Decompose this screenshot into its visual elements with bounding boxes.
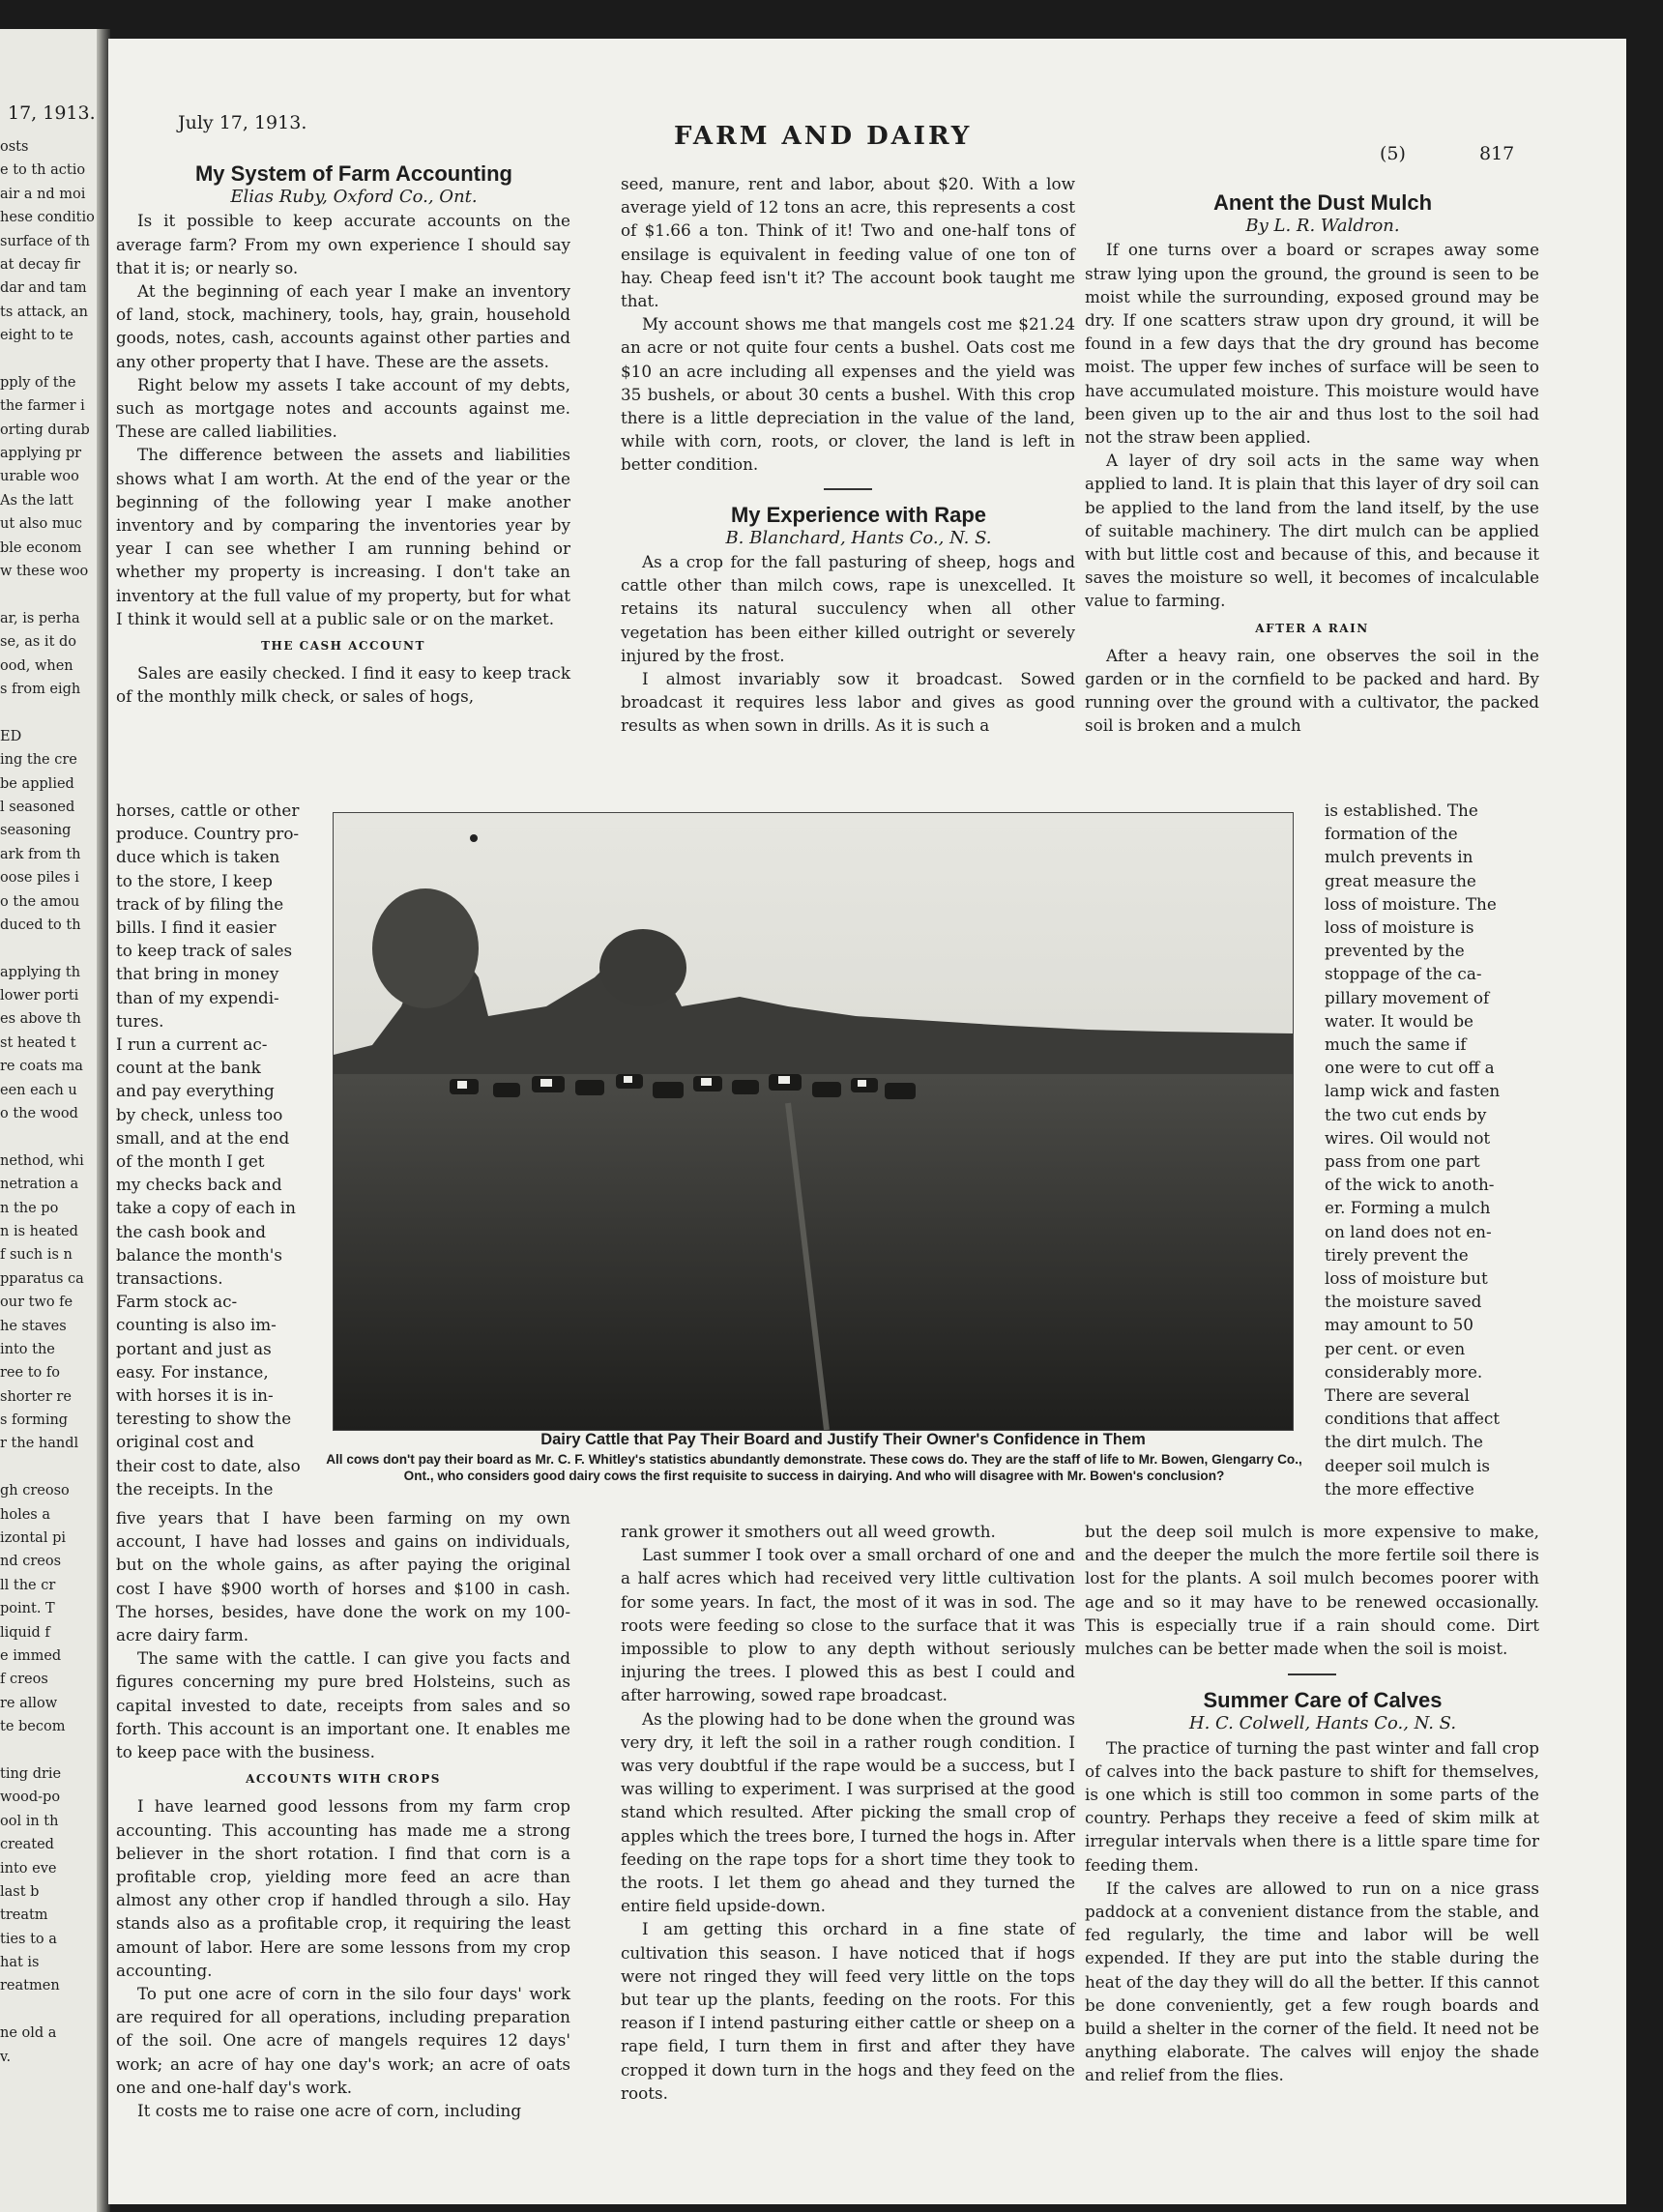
header-page-ref: (5) <box>1380 143 1406 164</box>
text-line: loss of moisture. The <box>1325 893 1497 914</box>
text-line: one were to cut off a <box>1325 1058 1495 1078</box>
text-line: pass from one part <box>1325 1151 1480 1172</box>
newspaper-page <box>108 39 1626 2204</box>
text-line: te becom <box>0 1719 66 1735</box>
text-line: o the wood <box>0 1106 78 1122</box>
text-line: that bring in money <box>116 964 279 984</box>
paragraph: It costs me to raise one acre of corn, including <box>137 2101 522 2121</box>
text-line: great measure the <box>1325 870 1476 890</box>
text-line <box>0 1998 97 2022</box>
text-line: last b <box>0 1883 40 1900</box>
text-line: ties to a <box>0 1931 57 1947</box>
text-line: balance the month's <box>116 1244 283 1265</box>
section-rule <box>824 488 872 490</box>
text-line: f creos <box>0 1672 48 1688</box>
text-line: our two fe <box>0 1295 73 1311</box>
text-line: n is heated <box>0 1223 78 1239</box>
text-line: l seasoned <box>0 799 75 815</box>
byline-waldron: By L. R. Waldron. <box>1245 216 1400 237</box>
paragraph: As the plowing had to be done when the ground was very dry, it left the soil in a rather rough condition. I was very doubtful if the rape would be a success, but I was willing to experiment. I was surprised at the good stand which resulted. After picking the small crop of apples which the trees bore, I turned the hogs in. After feeding on the rape tops for a short time they took to the roots. I let them go ahead and they turned the entire field upside-down. <box>621 1708 1076 1916</box>
paragraph: five years that I have been farming on my own account, I have had losses and gains on individuals, but on the whole gains, as after paying the original cost I have $900 worth of horses and $100 in cash. The horses, besides, have done the work on my 100-acre dairy farm. <box>116 1508 570 1645</box>
text-line: pparatus ca <box>0 1270 84 1287</box>
text-line: re allow <box>0 1695 58 1711</box>
paragraph: A layer of dry soil acts in the same way when applied to land. It is plain that this layer of dry soil can be applied to the land from the land itself, by the use of suitable machinery. The dirt mulch can be applied with but little cost and because of this, and because it saves the moisture so well, it becomes of incalculable value to farming. <box>1085 451 1539 611</box>
column-2-top <box>621 172 1075 738</box>
paragraph: The practice of turning the past winter and fall crop of calves into the back pasture to shift for themselves, is one which is still too common in some parts of the country. Perhaps they receive a feed of skim milk at irregular intervals when there is a little spare time for feeding them. <box>1085 1737 1539 1875</box>
text-line: lower porti <box>0 988 79 1004</box>
text-line: he staves <box>0 1318 67 1334</box>
text-line: produce. Country pro- <box>116 824 300 844</box>
text-line: track of by filing the <box>116 893 284 914</box>
text-line: bills. I find it easier <box>116 917 277 938</box>
text-line: nethod, whi <box>0 1152 84 1169</box>
text-line: ing the cre <box>0 752 77 769</box>
text-line: e to th actio <box>0 162 86 179</box>
text-line <box>0 701 97 724</box>
text-line: prevented by the <box>1325 941 1465 961</box>
paragraph: I have learned good lessons from my farm crop accounting. This accounting has made me a strong believer in the short rotation. I find that corn is a profitable crop, yielding more feed an acre than almost any other crop if handled through a silo. Hay stands also as a profitable crop, it requiring the least amount of labor. Here are some lessons from my crop accounting. <box>116 1796 570 1980</box>
text-line: treatm <box>0 1907 48 1924</box>
text-line: v. <box>0 2049 12 2065</box>
text-line: deeper soil mulch is <box>1325 1455 1491 1475</box>
text-line: transactions. <box>116 1268 223 1289</box>
text-line: izontal pi <box>0 1530 66 1547</box>
text-line: es above th <box>0 1011 81 1028</box>
text-line <box>0 937 97 960</box>
text-line: wires. Oil would not <box>1325 1127 1491 1148</box>
paragraph: seed, manure, rent and labor, about $20. With a low average yield of 12 tons an acre, this represents a cost of $1.66 a ton. Think of it! Two and one-half tons of ensilage is equivalent in feeding value of one ton of hay. Cheap feed isn't it? The account book taught me that. <box>621 174 1075 311</box>
text-line: wood-po <box>0 1790 61 1806</box>
text-line: ting drie <box>0 1765 62 1782</box>
text-line: loss of moisture is <box>1325 917 1474 938</box>
text-line: formation of the <box>1325 824 1458 844</box>
text-line: dar and tam <box>0 280 87 297</box>
paragraph: Sales are easily checked. I find it easy to keep track of the monthly milk check, or sales of hogs, <box>116 663 570 707</box>
article-title-dust-mulch: Anent the Dust Mulch <box>1212 190 1433 215</box>
text-line: re coats ma <box>0 1059 83 1075</box>
paragraph: I am getting this orchard in a fine state of cultivation this season. I have noticed that if hogs were not ringed they will feed very little on the tops but tear up the plants, feeding on the roots. For this reason if I intend pasturing either cattle or sheep on a rape field, I turn them in first and after they have cropped it down turn in the hogs and they feed on the roots. <box>621 1919 1075 2103</box>
paragraph: At the beginning of each year I make an inventory of land, stock, machinery, tools, hay, grain, household goods, notes, cash, accounts against other parties and any other property that I have. These are the assets. <box>116 281 570 371</box>
paragraph: After a heavy rain, one observes the soil in the garden or in the cornfield to be packed and hard. By running over the ground with a cultivator, the packed soil is broken and a mulch <box>1085 645 1539 736</box>
text-line: ree to fo <box>0 1365 60 1382</box>
text-line: of the month I get <box>116 1151 265 1172</box>
text-line: small, and at the end <box>116 1127 290 1148</box>
text-line: ool in th <box>0 1813 59 1829</box>
text-line: mulch prevents in <box>1325 847 1473 867</box>
text-line: w these woo <box>0 564 89 580</box>
subheading-cash-account: THE CASH ACCOUNT <box>261 639 425 654</box>
text-line: pillary movement of <box>1325 987 1490 1007</box>
text-line: er. Forming a mulch <box>1325 1198 1491 1218</box>
text-line: oose piles i <box>0 870 79 887</box>
article-title-calves: Summer Care of Calves <box>1203 1688 1443 1713</box>
text-line: lamp wick and fasten <box>1325 1081 1501 1101</box>
text-line <box>0 1125 97 1149</box>
text-line <box>0 583 97 606</box>
text-line: teresting to show the <box>116 1409 292 1429</box>
text-line: seasoning <box>0 823 72 839</box>
text-line: the dirt mulch. The <box>1325 1432 1483 1452</box>
text-line: the receipts. In the <box>116 1478 274 1499</box>
byline-blanchard: B. Blanchard, Hants Co., N. S. <box>725 527 992 548</box>
header-page-number: 817 <box>1479 143 1515 164</box>
column-3-bottom <box>1085 1520 1539 2087</box>
paragraph: but the deep soil mulch is more expensive to make, and the deeper the mulch the more fertile soil there is lost for the plants. A soil mulch becomes poorer with age and so it may have to be renewed occasionally. This is especially true if a rain should come. Dirt mulches can be better made when the soil is moist. <box>1085 1522 1539 1659</box>
text-line: my checks back and <box>116 1175 282 1195</box>
text-line: be applied <box>0 775 74 792</box>
column-1-narrow <box>116 799 319 1500</box>
text-line: into the <box>0 1341 55 1357</box>
text-line: st heated t <box>0 1034 76 1051</box>
subheading-after-rain: AFTER A RAIN <box>1255 621 1369 635</box>
paragraph: rank grower it smothers out all weed growth. <box>621 1522 996 1541</box>
text-line: r the handl <box>0 1436 79 1452</box>
text-line: eight to te <box>0 328 73 344</box>
text-line: ar, is perha <box>0 610 80 626</box>
text-line: the more effective <box>1325 1478 1474 1499</box>
text-line: ut also muc <box>0 516 83 533</box>
text-line: the farmer i <box>0 398 85 415</box>
paragraph: As a crop for the fall pasturing of sheep, hogs and cattle other than milch cows, rape is unexcelled. It retains its natural succulency when all other vegetation has been either killed outright or severely injured by the frost. <box>621 552 1075 665</box>
subheading-accounts-crops: ACCOUNTS WITH CROPS <box>246 1772 441 1787</box>
text-line: ne old a <box>0 2025 57 2042</box>
text-line: surface of th <box>0 233 90 249</box>
text-line: ED <box>0 728 22 744</box>
article-title-rape: My Experience with Rape <box>730 502 987 527</box>
column-1-bottom <box>116 1506 570 2122</box>
text-line: much the same if <box>1325 1034 1467 1055</box>
text-line <box>0 348 97 371</box>
text-line: to keep track of sales <box>116 941 293 961</box>
text-line <box>0 1739 97 1762</box>
text-line: per cent. or even <box>1325 1338 1466 1358</box>
facing-page-header: 17, 1913. <box>8 102 96 124</box>
paragraph: My account shows me that mangels cost me $21.24 an acre or not quite four cents a bushel. Oats cost me $10 an acre including all expenses and the yield was 35 bushels, or about 30 cents a bushel. With this crop there is a little depreciation in the value of the land, while with corn, roots, or clover, the land is left in better condition. <box>621 314 1075 475</box>
text-line: the two cut ends by <box>1325 1104 1487 1124</box>
text-line: into eve <box>0 1860 57 1877</box>
text-line: of the wick to anoth- <box>1325 1175 1495 1195</box>
paragraph: I almost invariably sow it broadcast. Sowed broadcast it requires less labor and gives as good results as when sown in drills. As it is such a <box>621 669 1075 736</box>
text-line: counting is also im- <box>116 1315 277 1335</box>
paragraph: Last summer I took over a small orchard of one and a half acres which had received very little cultivation for some years. In fact, the most of it was in sod. The roots were feeding so close to the surface that it was impossible to plow to any depth without seriously injuring the trees. I plowed this as best I could and after harrowing, sowed rape broadcast. <box>621 1545 1075 1705</box>
text-line: duce which is taken <box>116 847 280 867</box>
text-line: to the store, I keep <box>116 870 273 890</box>
section-rule <box>1288 1674 1336 1675</box>
facing-page-fragment <box>0 29 102 2212</box>
text-line: n the po <box>0 1200 59 1216</box>
photo-caption-title: Dairy Cattle that Pay Their Board and Justify Their Owner's Confidence in Them <box>540 1431 1146 1448</box>
text-line: As the latt <box>0 492 73 509</box>
paragraph: To put one acre of corn in the silo four days' work are required for all operations, including preparation of the soil. One acre of mangels requires 12 days' work; an acre of hay one day's work; an acre of oats one and one-half day's work. <box>116 1984 570 2097</box>
text-line: pply of the <box>0 374 76 391</box>
text-line: portant and just as <box>116 1338 272 1358</box>
paragraph: If the calves are allowed to run on a nice grass paddock at a convenient distance from the stable, and fed regularly, the time and labor will be well expended. If they are put into the stable during the heat of the day they will do all the better. If this cannot be done conveniently, get a few rough boards and build a shelter in the corner of the field. It need not be anything elaborate. The calves will enjoy the shade and relief from the flies. <box>1085 1877 1539 2085</box>
text-line: applying pr <box>0 446 82 462</box>
text-line: reatmen <box>0 1978 60 1994</box>
text-line: nd creos <box>0 1554 62 1570</box>
text-line: I run a current ac- <box>116 1034 268 1055</box>
dairy-cattle-photo <box>333 812 1294 1431</box>
text-line: take a copy of each in <box>116 1198 296 1218</box>
text-line: ble econom <box>0 539 82 556</box>
paragraph: If one turns over a board or scrapes away some straw lying upon the ground, the ground is seen to be moist while the surrounding, exposed ground may be dry. If one scatters straw upon dry ground, it will be found in a few days that the dry ground has become moist. The upper few inches of surface will be seen to have accumulated moisture. This moisture would have been given up to the air and thus lost to the soil had not the straw been applied. <box>1085 240 1539 448</box>
paragraph: Right below my assets I take account of my debts, such as mortgage notes and accounts against me. These are called liabilities. <box>116 374 570 442</box>
byline-colwell: H. C. Colwell, Hants Co., N. S. <box>1188 1713 1457 1734</box>
text-line: than of my expendi- <box>116 987 279 1007</box>
article-title-farm-accounting: My System of Farm Accounting <box>194 161 512 186</box>
text-line: considerably more. <box>1325 1361 1483 1382</box>
text-line: orting durab <box>0 422 90 438</box>
column-3-top <box>1085 191 1539 738</box>
text-line: s from eigh <box>0 681 81 697</box>
text-line: and pay everything <box>116 1081 275 1101</box>
text-line: urable woo <box>0 469 79 485</box>
text-line: hese conditio <box>0 210 95 226</box>
paragraph: The difference between the assets and liabilities shows what I am worth. At the end of the year or the beginning of the following year I make another inventory and by comparing the inventories year by year I can see whether I am running behind or whether my property is increasing. I don't take an inventory at the full value of my property, but for what I think it would sell at a public sale or on the market. <box>116 445 570 628</box>
text-line: at decay fir <box>0 256 81 273</box>
paragraph: Is it possible to keep accurate accounts on the average farm? From my own experience I should say that it is; or nearly so. <box>116 211 570 277</box>
header-date: July 17, 1913. <box>178 112 307 133</box>
text-line: tures. <box>116 1010 164 1031</box>
text-line: point. T <box>0 1601 55 1617</box>
text-line: their cost to date, also <box>116 1455 301 1475</box>
byline-ruby: Elias Ruby, Oxford Co., Ont. <box>230 187 478 208</box>
text-line: s forming <box>0 1412 69 1429</box>
text-line: conditions that affect <box>1325 1409 1501 1429</box>
column-3-narrow <box>1325 799 1539 1500</box>
text-line: There are several <box>1325 1385 1470 1406</box>
text-line: hat is <box>0 1955 40 1971</box>
column-1-top <box>116 162 570 709</box>
text-line: Farm stock ac- <box>116 1292 238 1312</box>
text-line: f such is n <box>0 1247 73 1264</box>
text-line: se, as it do <box>0 634 77 651</box>
text-line: ood, when <box>0 657 73 674</box>
pasture-scene-image <box>334 813 1293 1430</box>
text-line: the cash book and <box>116 1221 266 1241</box>
text-line: may amount to 50 <box>1325 1315 1473 1335</box>
text-line: stoppage of the ca- <box>1325 964 1482 984</box>
text-line: gh creoso <box>0 1483 70 1499</box>
text-line: o the amou <box>0 893 80 910</box>
photo-caption-body: All cows don't pay their board as Mr. C. F. Whitley's statistics abundantly demonstrate. These cows do. They are the staff of life to Mr. Bowen, Glengarry Co., Ont., who considers good dairy cows the first requisite to success in dairying. And who will disagree with Mr. Bowen's conclusion? <box>326 1452 1302 1483</box>
text-line: is established. The <box>1325 800 1478 820</box>
text-line: with horses it is in- <box>116 1385 274 1406</box>
masthead-title: FARM AND DAIRY <box>674 122 973 151</box>
text-line: shorter re <box>0 1388 72 1405</box>
text-line: ark from th <box>0 846 81 862</box>
text-line: original cost and <box>116 1432 254 1452</box>
text-line: easy. For instance, <box>116 1361 269 1382</box>
text-line: applying th <box>0 964 81 980</box>
text-line: netration a <box>0 1177 79 1193</box>
text-line: count at the bank <box>116 1058 261 1078</box>
text-line: ts attack, an <box>0 304 88 320</box>
text-line: on land does not en- <box>1325 1221 1492 1241</box>
text-line: osts <box>0 139 29 155</box>
text-line: by check, unless too <box>116 1104 283 1124</box>
text-line: duced to th <box>0 917 81 933</box>
text-line: air a nd moi <box>0 186 86 202</box>
column-2-bottom <box>621 1520 1075 2105</box>
text-line: created <box>0 1837 54 1853</box>
facing-page-text <box>0 135 97 2069</box>
text-line: loss of moisture but <box>1325 1268 1488 1289</box>
text-line: ll the cr <box>0 1577 56 1593</box>
text-line: liquid f <box>0 1624 50 1641</box>
text-line: water. It would be <box>1325 1010 1473 1031</box>
text-line: horses, cattle or other <box>116 800 300 820</box>
text-line: the moisture saved <box>1325 1292 1482 1312</box>
text-line: e immed <box>0 1648 62 1664</box>
text-line <box>0 1456 97 1479</box>
text-line: een each u <box>0 1082 77 1098</box>
text-line: tirely prevent the <box>1325 1244 1469 1265</box>
paragraph: The same with the cattle. I can give you facts and figures concerning my pure bred Holsteins, such as capital invested to date, receipts from sales and so forth. This account is an important one. It enables me to keep pace with the business. <box>116 1648 570 1762</box>
text-line: holes a <box>0 1506 50 1523</box>
